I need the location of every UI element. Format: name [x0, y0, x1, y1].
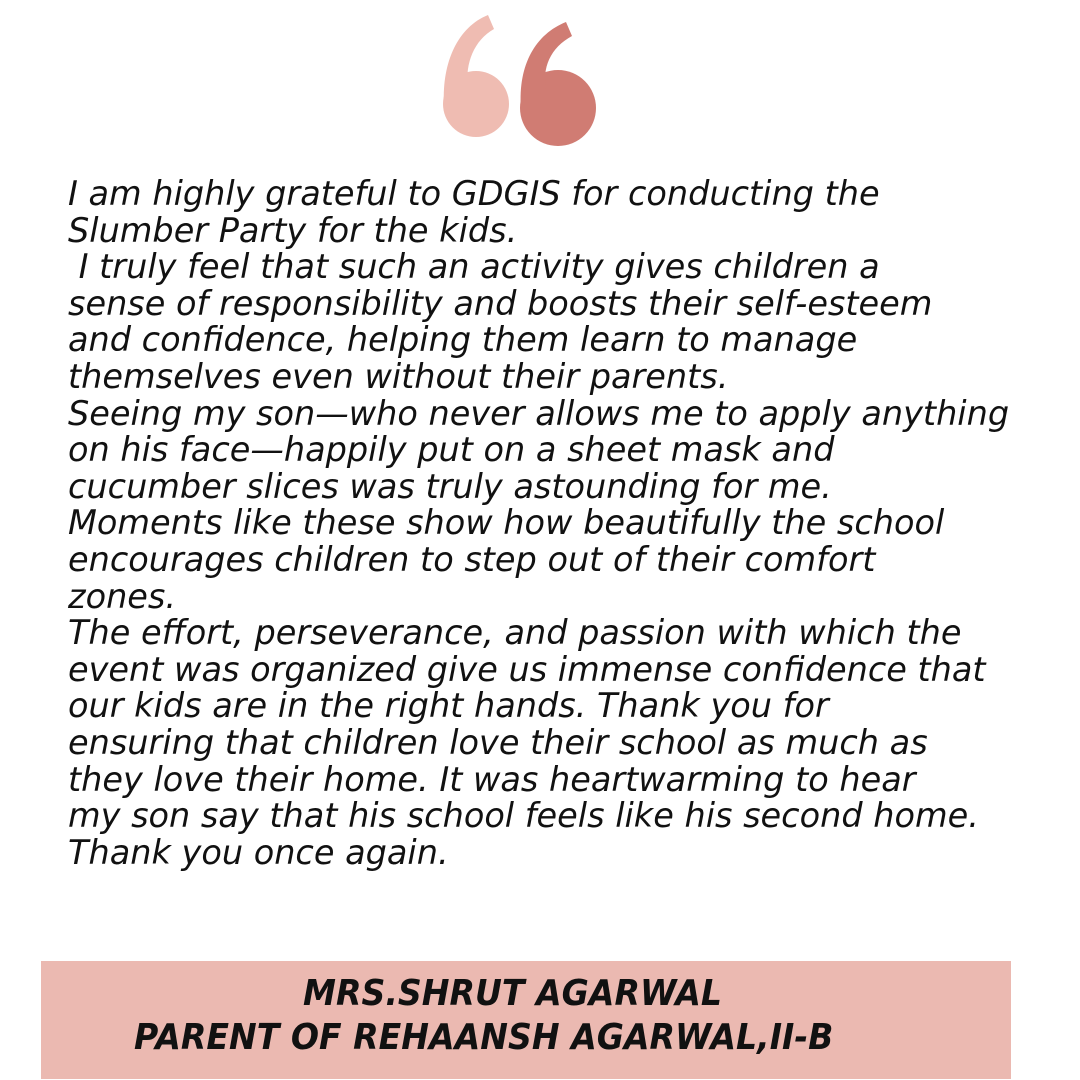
testimonial-line: Slumber Party for the kids. — [68, 210, 518, 250]
testimonial-line: and confidence, helping them learn to manage — [68, 320, 858, 360]
testimonial-line: our kids are in the right hands. Thank you for — [68, 686, 829, 726]
testimonial-line: they love their home. It was heartwarming to hear — [68, 759, 916, 799]
parent-role: PARENT OF REHAANSH AGARWAL,II-B — [134, 1017, 834, 1058]
quote-right-mark — [520, 22, 596, 146]
testimonial-line: themselves even without their parents. — [68, 356, 729, 396]
testimonial-line: I am highly grateful to GDGIS for conducting the — [68, 174, 880, 213]
parent-name: MRS.SHRUT AGARWAL — [303, 973, 723, 1014]
testimonial-line: zones. — [68, 576, 177, 616]
testimonial-line: sense of responsibility and boosts their self-esteem — [68, 283, 933, 323]
signature-banner — [41, 961, 1011, 1079]
testimonial-line: encourages children to step out of their comfort — [68, 539, 876, 579]
quote-left-mark — [443, 15, 509, 137]
testimonial-line: ensuring that children love their school as much as — [68, 722, 928, 762]
testimonial-line: Thank you once again. — [68, 832, 449, 872]
testimonial-line: cucumber slices was truly astounding for me. — [68, 466, 832, 506]
testimonial-text — [68, 176, 1058, 871]
testimonial-line: The effort, perseverance, and passion with which the — [68, 613, 962, 653]
testimonial-line: Moments like these show how beautifully the school — [68, 503, 945, 543]
testimonial-line: on his face—happily put on a sheet mask and — [68, 430, 835, 470]
open-quote-icon — [438, 12, 602, 152]
testimonial-line: event was organized give us immense confidence that — [68, 649, 986, 689]
testimonial-line: I truly feel that such an activity gives children a — [68, 247, 880, 287]
testimonial-line: Seeing my son—who never allows me to apply anything — [68, 393, 1010, 433]
testimonial-line: my son say that his school feels like his second home. — [68, 796, 979, 836]
